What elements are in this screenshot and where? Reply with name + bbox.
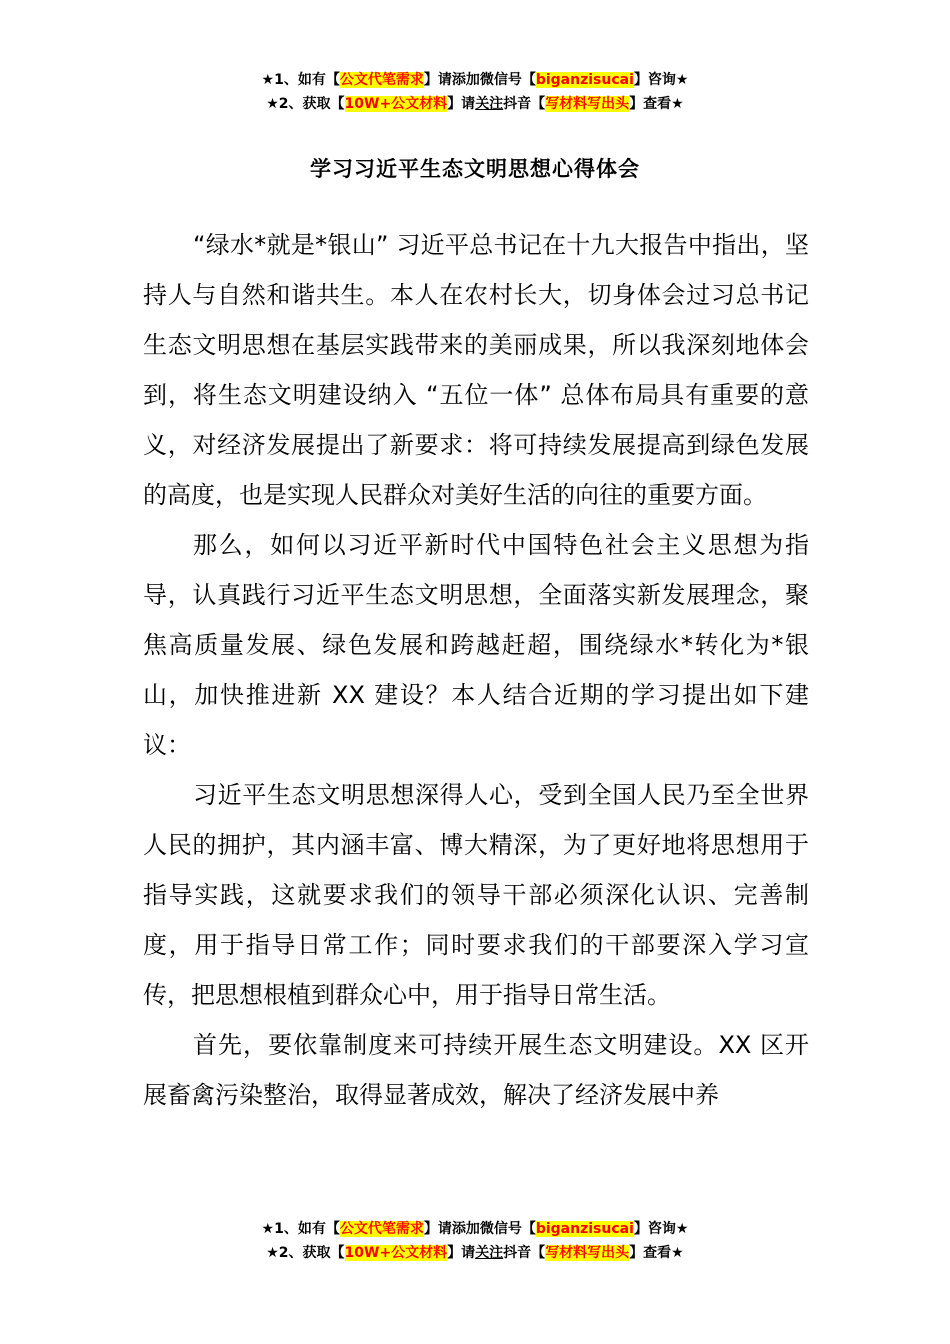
highlight-wechat-id: biganzisucai [535, 72, 634, 88]
header-banner-line-2: ★2、获取【10W+公文材料】请关注抖音【写材料写出头】查看★ [266, 96, 684, 112]
highlight-materials: 10W+公文材料 [344, 1245, 448, 1261]
footer-banner-line-2: ★2、获取【10W+公文材料】请关注抖音【写材料写出头】查看★ [266, 1245, 684, 1261]
footer-banner [0, 1217, 950, 1265]
follow-underlined: 关注 [475, 96, 504, 112]
header-banner-line-1: ★1、如有【公文代笔需求】请添加微信号【biganzisucai】咨询★ [261, 72, 689, 88]
highlight-service: 公文代笔需求 [339, 72, 424, 88]
paragraph-2: 那么，如何以习近平新时代中国特色社会主义思想为指导，认真践行习近平生态文明思想，全面落实新发展理念，聚焦高质量发展、绿色发展和跨越赶超，围绕绿水*转化为*银山，加快推进新 XX 建设？本人结合近期的学习提出如下建议： [143, 531, 809, 759]
highlight-service: 公文代笔需求 [339, 1221, 424, 1237]
paragraph-1: “绿水*就是*银山” 习近平总书记在十九大报告中指出，坚持人与自然和谐共生。本人在农村长大，切身体会过习总书记生态文明思想在基层实践带来的美丽成果，所以我深刻地体会到，将生态文明建设纳入 “五位一体” 总体布局具有重要的意义，对经济发展提出了新要求：将可持续发展提高到绿色发展的高度，也是实现人民群众对美好生活的向往的重要方面。 [143, 231, 809, 509]
header-banner [0, 68, 950, 116]
paragraph-3: 习近平生态文明思想深得人心，受到全国人民乃至全世界人民的拥护，其内涵丰富、博大精深，为了更好地将思想用于指导实践，这就要求我们的领导干部必须深化认识、完善制度，用于指导日常工作；同时要求我们的干部要深入学习宣传，把思想根植到群众心中，用于指导日常生活。 [143, 781, 809, 1009]
highlight-douyin-account: 写材料写出头 [545, 1245, 630, 1261]
highlight-materials: 10W+公文材料 [344, 96, 448, 112]
document-body [143, 220, 809, 1120]
highlight-douyin-account: 写材料写出头 [545, 96, 630, 112]
footer-banner-line-1: ★1、如有【公文代笔需求】请添加微信号【biganzisucai】咨询★ [261, 1221, 689, 1237]
highlight-wechat-id: biganzisucai [535, 1221, 634, 1237]
follow-underlined: 关注 [475, 1245, 504, 1261]
paragraph-4: 首先，要依靠制度来可持续开展生态文明建设。XX 区开展畜禽污染整治，取得显著成效，解决了经济发展中养 [143, 1031, 809, 1109]
document-title: 学习习近平生态文明思想心得体会 [310, 157, 640, 181]
